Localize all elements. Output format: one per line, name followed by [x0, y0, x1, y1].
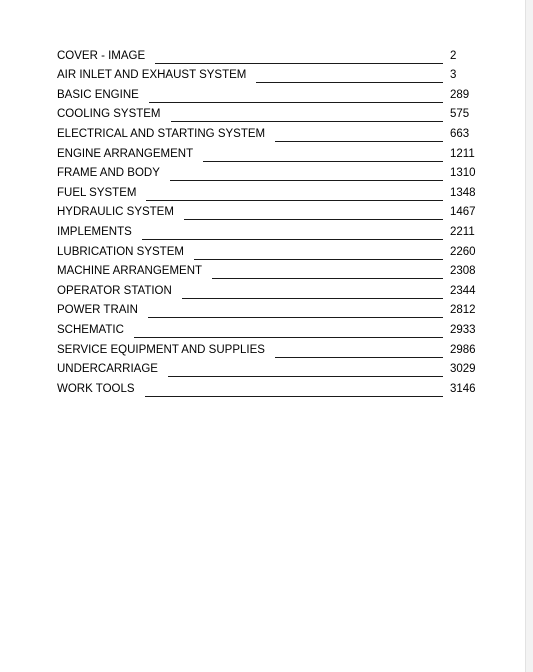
toc-entry[interactable]	[57, 339, 477, 359]
toc-entry-page-number: 2933	[450, 323, 476, 336]
toc-entry[interactable]	[57, 163, 477, 183]
toc-leader-line	[182, 297, 443, 299]
toc-entry-title: IMPLEMENTS	[57, 225, 132, 238]
toc-entry-title: ELECTRICAL AND STARTING SYSTEM	[57, 127, 266, 140]
toc-entry[interactable]	[57, 241, 477, 261]
toc-entry-title: BASIC ENGINE	[57, 88, 139, 101]
toc-entry[interactable]	[57, 319, 477, 339]
toc-entry-page-number: 575	[450, 108, 470, 121]
toc-entry-page-number: 289	[450, 88, 470, 101]
toc-entry-page-number: 2	[450, 49, 457, 62]
toc-leader-line	[155, 62, 443, 64]
toc-entry-title: POWER TRAIN	[57, 304, 138, 317]
toc-entry[interactable]	[57, 182, 477, 202]
toc-leader-line	[171, 120, 443, 122]
toc-entry-page-number: 2812	[450, 304, 476, 317]
toc-leader-line	[194, 258, 443, 260]
toc-leader-line	[142, 238, 443, 240]
toc-entry-title: UNDERCARRIAGE	[57, 363, 158, 376]
toc-entry[interactable]	[57, 65, 477, 85]
toc-entry-page-number: 1211	[450, 147, 475, 160]
toc-entry-title: LUBRICATION SYSTEM	[57, 245, 184, 258]
toc-entry-page-number: 1310	[450, 167, 476, 180]
toc-entry-title: COOLING SYSTEM	[57, 108, 161, 121]
toc-leader-line	[275, 356, 443, 358]
toc-entry[interactable]	[57, 84, 477, 104]
toc-entry-page-number: 2211	[450, 225, 475, 238]
toc-leader-line	[212, 277, 443, 279]
toc-entry[interactable]	[57, 123, 477, 143]
toc-leader-line	[145, 395, 443, 397]
toc-entry-title: FRAME AND BODY	[57, 167, 160, 180]
toc-entry-page-number: 3	[450, 69, 457, 82]
toc-entry-title: MACHINE ARRANGEMENT	[57, 265, 203, 278]
toc-leader-line	[149, 101, 443, 103]
toc-entry-title: WORK TOOLS	[57, 382, 135, 395]
toc-entry-title: ENGINE ARRANGEMENT	[57, 147, 194, 160]
toc-entry-page-number: 2260	[450, 245, 476, 258]
toc-leader-line	[184, 218, 443, 220]
toc-entry[interactable]	[57, 280, 477, 300]
toc-entry-page-number: 3146	[450, 382, 476, 395]
toc-entry[interactable]	[57, 45, 477, 65]
toc-entry-page-number: 2344	[450, 284, 476, 297]
toc-entry-title: SERVICE EQUIPMENT AND SUPPLIES	[57, 343, 265, 356]
toc-leader-line	[256, 81, 443, 83]
toc-entry-title: AIR INLET AND EXHAUST SYSTEM	[57, 69, 247, 82]
toc-entry-page-number: 1467	[450, 206, 476, 219]
scrollbar-track[interactable]	[525, 0, 533, 672]
toc-entry-page-number: 2986	[450, 343, 476, 356]
toc-leader-line	[148, 316, 443, 318]
toc-leader-line	[168, 375, 443, 377]
toc-entry[interactable]	[57, 104, 477, 124]
toc-entry-page-number: 663	[450, 127, 470, 140]
toc-entry-page-number: 2308	[450, 265, 476, 278]
toc-entry-title: COVER - IMAGE	[57, 49, 146, 62]
toc-leader-line	[275, 140, 443, 142]
toc-entry[interactable]	[57, 300, 477, 320]
toc-entry-page-number: 1348	[450, 186, 476, 199]
toc-leader-line	[203, 160, 443, 162]
toc-entry[interactable]	[57, 143, 477, 163]
toc-leader-line	[146, 199, 443, 201]
toc-entry-title: SCHEMATIC	[57, 323, 124, 336]
toc-entry-title: HYDRAULIC SYSTEM	[57, 206, 174, 219]
toc-leader-line	[170, 179, 443, 181]
toc-entry-title: OPERATOR STATION	[57, 284, 172, 297]
toc-entry[interactable]	[57, 221, 477, 241]
toc-entry-page-number: 3029	[450, 363, 476, 376]
toc-leader-line	[134, 336, 443, 338]
table-of-contents	[57, 45, 477, 398]
toc-entry[interactable]	[57, 359, 477, 379]
toc-entry[interactable]	[57, 378, 477, 398]
toc-entry-title: FUEL SYSTEM	[57, 186, 137, 199]
toc-entry[interactable]	[57, 261, 477, 281]
toc-entry[interactable]	[57, 202, 477, 222]
